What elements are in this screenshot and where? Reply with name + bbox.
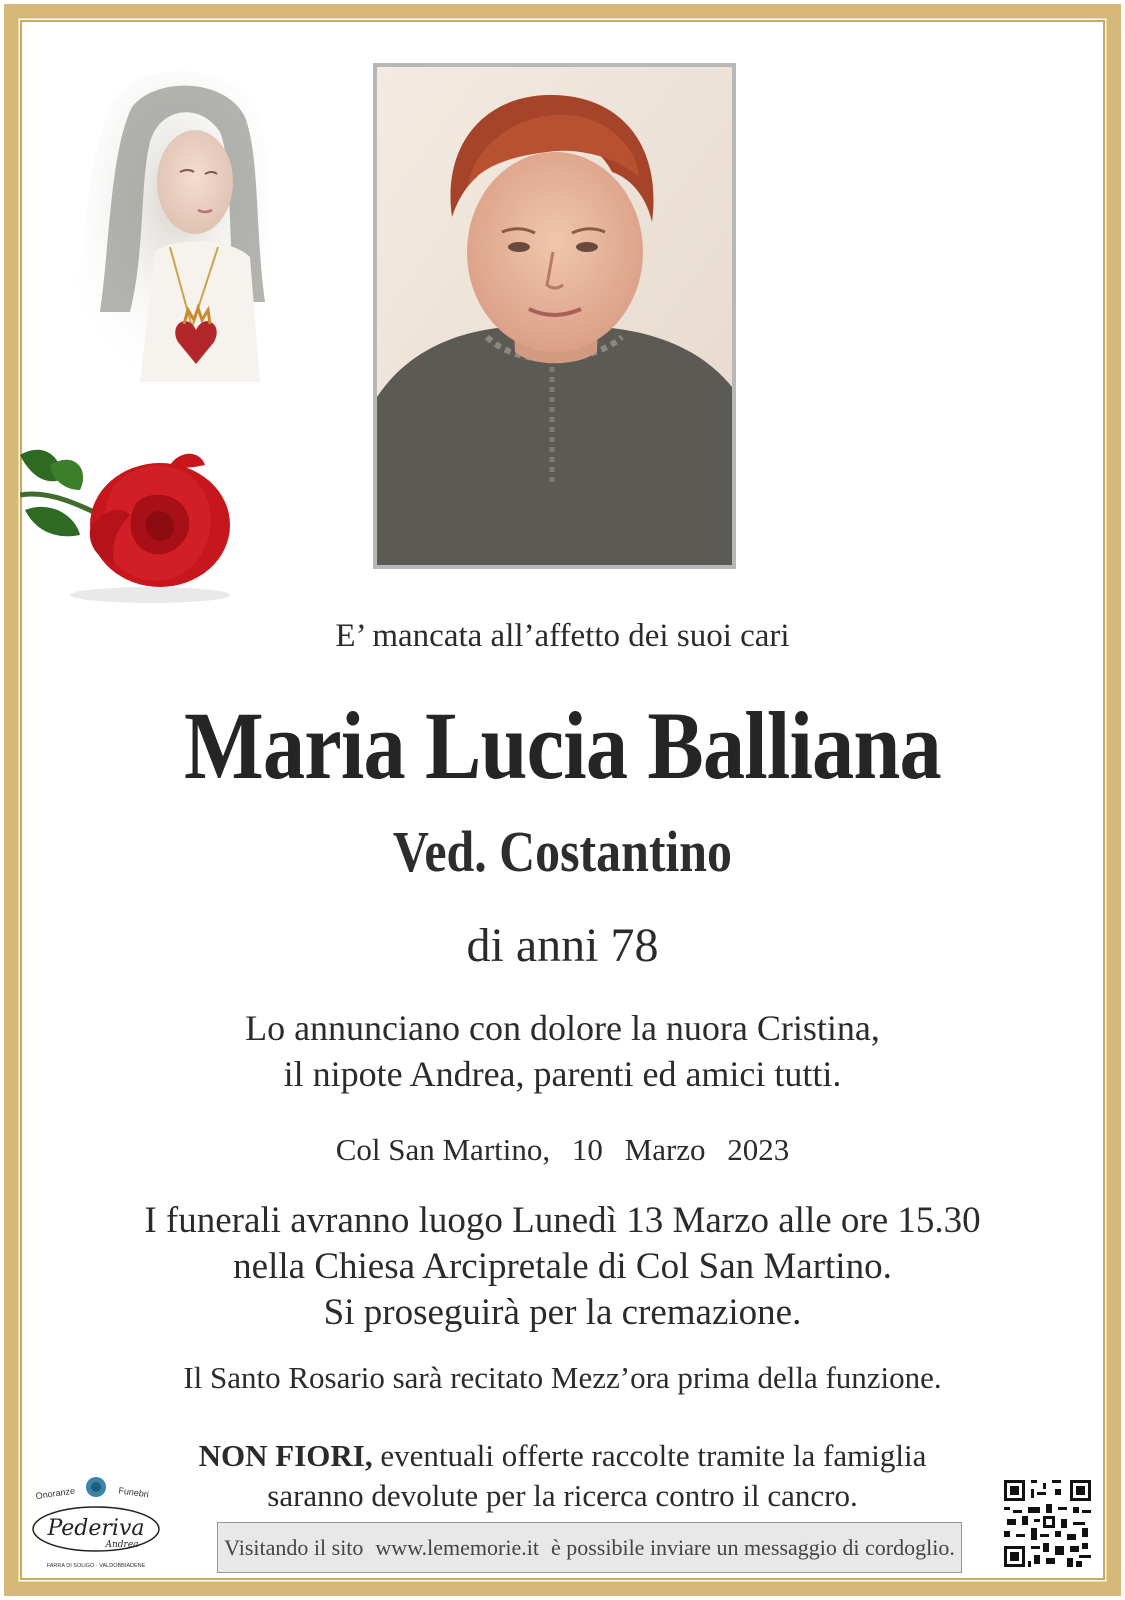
date-month: Marzo <box>624 1132 706 1167</box>
funeral-line-2: nella Chiesa Arcipretale di Col San Martino. <box>233 1246 892 1287</box>
logo-top-left: Onoranze <box>35 1485 76 1502</box>
website-link[interactable]: www.lememorie.it <box>375 1534 539 1560</box>
announcement <box>0 1005 1125 1097</box>
deceased-name: Maria Lucia Balliana <box>184 692 941 799</box>
portrait-photo <box>373 63 736 569</box>
funeral-line-3: Si proseguirà per la cremazione. <box>323 1292 802 1333</box>
widow-of: Ved. Costantino <box>392 819 732 884</box>
place-name: Col San Martino, <box>335 1132 551 1167</box>
announcement-line-2: il nipote Andrea, parenti ed amici tutti. <box>283 1054 842 1094</box>
visit-suffix: è possibile inviare un messaggio di cordoglio. <box>550 1534 955 1560</box>
rosary-note: Il Santo Rosario sarà recitato Mezz’ora prima della funzione. <box>183 1360 942 1395</box>
madonna-image <box>60 62 290 402</box>
no-flowers-line-1 <box>0 1436 1125 1476</box>
funeral-home-logo <box>26 1475 166 1575</box>
date-year: 2023 <box>727 1132 790 1167</box>
date-day: 10 <box>571 1132 603 1167</box>
announcement-line-1: Lo annunciano con dolore la nuora Cristina, <box>245 1008 880 1048</box>
logo-top-right: Funebri <box>117 1485 150 1500</box>
logo-sub-script: Andrea <box>105 1540 139 1550</box>
funeral-line-1: I funerali avranno luogo Lunedì 13 Marzo alle ore 15.30 <box>144 1200 981 1241</box>
visit-prefix: Visitando il sito <box>224 1534 364 1560</box>
logo-bottom-text: FARRA DI SOLIGO · VALDOBBIADENE <box>46 1563 146 1569</box>
logo-script: Pederiva <box>47 1516 145 1541</box>
rose-image <box>20 435 235 610</box>
no-flowers-text: eventuali offerte raccolte tramite la famiglia <box>372 1438 927 1473</box>
no-flowers-label: NON FIORI, <box>198 1438 373 1473</box>
no-flowers-note <box>0 1436 1125 1516</box>
intro-text: E’ mancata all’affetto dei suoi cari <box>335 618 790 654</box>
qr-code-icon[interactable] <box>1004 1480 1091 1567</box>
condolence-box <box>217 1522 962 1573</box>
age-text: di anni 78 <box>466 919 659 972</box>
place-date <box>0 1132 1125 1168</box>
no-flowers-line-2: saranno devolute per la ricerca contro il cancro. <box>267 1478 858 1513</box>
funeral-info <box>0 1198 1125 1336</box>
